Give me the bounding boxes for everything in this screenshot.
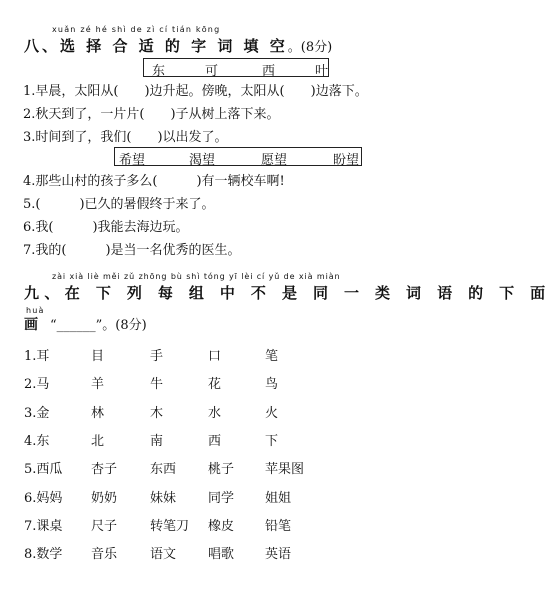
section8-title-text: 八、选 择 合 适 的 字 词 填 空 [24, 37, 288, 55]
section9-pinyin-line2: huà [26, 306, 45, 315]
word-group-item[interactable]: 羊 [91, 377, 105, 393]
word-box-1-item: 东 [152, 64, 166, 79]
word-group-item[interactable]: 铅笔 [265, 518, 292, 534]
word-group-item[interactable]: 转笔刀 [150, 518, 190, 534]
word-group-item[interactable]: 鸟 [265, 377, 279, 393]
word-box-2-item: 希望 [119, 153, 146, 168]
word-group-item[interactable]: 木 [150, 405, 164, 421]
word-group-item[interactable]: 5.西瓜 [24, 462, 63, 478]
section9-title-line2-b: “______”。(8分) [50, 318, 147, 333]
word-group-item[interactable]: 手 [150, 349, 164, 364]
word-group-item[interactable]: 笔 [265, 349, 279, 364]
word-group-item[interactable]: 同学 [208, 490, 235, 506]
question-line: 3.时间到了，我们( )以出发了。 [23, 130, 228, 145]
section9-title-line2-a: 画 [24, 317, 38, 333]
question-line: 4.那些山村的孩子多么( )有一辆校车啊! [23, 174, 285, 189]
word-group-item[interactable]: 下 [265, 433, 279, 449]
word-group-item[interactable]: 橡皮 [208, 518, 235, 534]
word-group-item[interactable]: 口 [208, 349, 222, 364]
word-box-2-item: 愿望 [261, 153, 288, 168]
word-group-item[interactable]: 2.马 [24, 377, 50, 393]
section9-title-line1: 九、在 下 列 每 组 中 不 是 同 一 类 词 语 的 下 面 [24, 284, 551, 302]
question-line: 1.早晨，太阳从( )边升起。傍晚，太阳从( )边落下。 [23, 84, 368, 99]
word-group-item[interactable]: 牛 [150, 377, 164, 393]
question-line: 2.秋天到了，一片片( )子从树上落下来。 [23, 107, 280, 122]
word-group-item[interactable]: 7.课桌 [24, 518, 63, 534]
word-group-item[interactable]: 目 [91, 349, 105, 364]
word-group-item[interactable]: 6.妈妈 [24, 490, 63, 506]
word-group-item[interactable]: 语文 [150, 547, 177, 563]
word-group-item[interactable]: 花 [208, 377, 222, 393]
word-box-2-item: 渴望 [189, 153, 216, 168]
word-group-item[interactable]: 南 [150, 433, 164, 449]
word-group-item[interactable]: 3.金 [24, 405, 50, 421]
word-box-1 [143, 58, 329, 77]
section8-points: 。(8分) [287, 40, 333, 55]
word-group-item[interactable]: 妹妹 [150, 490, 177, 506]
section8-pinyin: xuǎn zé hé shì de zì cí tián kōng [52, 25, 221, 34]
word-box-2 [114, 147, 362, 166]
word-box-1-item: 西 [262, 64, 276, 79]
word-group-item[interactable]: 1.耳 [24, 349, 50, 364]
word-group-item[interactable]: 苹果图 [265, 462, 305, 478]
word-group-item[interactable]: 林 [91, 405, 105, 421]
word-group-item[interactable]: 火 [265, 405, 279, 421]
word-group-item[interactable]: 唱歌 [208, 547, 235, 563]
word-box-1-item: 可 [205, 64, 219, 79]
word-group-item[interactable]: 奶奶 [91, 490, 118, 506]
word-group-item[interactable]: 北 [91, 433, 105, 449]
word-group-item[interactable]: 英语 [265, 547, 292, 563]
word-group-item[interactable]: 杏子 [91, 462, 118, 478]
question-line: 5.( )已久的暑假终于来了。 [23, 197, 215, 212]
word-group-item[interactable]: 桃子 [208, 462, 235, 478]
word-box-2-item: 盼望 [333, 153, 360, 168]
word-group-item[interactable]: 水 [208, 405, 222, 421]
word-box-1-item: 叶 [315, 64, 329, 79]
word-group-item[interactable]: 8.数学 [24, 547, 63, 563]
section8-title [24, 35, 332, 56]
word-group-item[interactable]: 音乐 [91, 547, 118, 563]
word-group-item[interactable]: 姐姐 [265, 490, 292, 506]
word-group-item[interactable]: 尺子 [91, 518, 118, 534]
word-group-item[interactable]: 西 [208, 433, 222, 449]
section9-title-line2 [24, 314, 147, 334]
question-line: 6.我( )我能去海边玩。 [23, 220, 189, 235]
question-line: 7.我的( )是当一名优秀的医生。 [23, 243, 241, 258]
section9-pinyin-line1: zài xià liè měi zǔ zhōng bù shì tóng yī lèi cí yǔ de xià miàn [52, 272, 341, 281]
word-group-item[interactable]: 4.东 [24, 433, 50, 449]
word-group-item[interactable]: 东西 [150, 462, 177, 478]
